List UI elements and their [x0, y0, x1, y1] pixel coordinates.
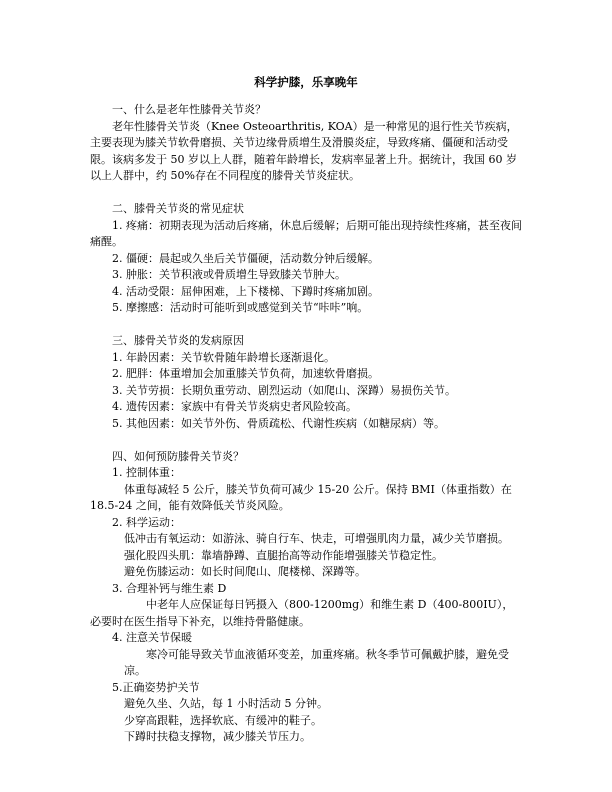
prevention-2-aerobic: 低冲击有氧运动：如游泳、骑自行车、快走，可增强肌肉力量，减少关节磨损。: [124, 532, 509, 545]
cause-item-1: 1. 年龄因素：关节软骨随年龄增长逐渐退化。: [112, 350, 335, 364]
section-1-heading: 一、什么是老年性膝骨关节炎？: [112, 103, 266, 116]
section-1-paragraph: 老年性膝骨关节炎（Knee Osteoarthritis, KOA）是一种常见的退行性关节疾病，主要表现为膝关节软骨磨损、关节边缘骨质增生及滑膜炎症，导致疼痛、僵硬和活动受限。该病多发于 50 岁以上人群，随着年龄增长，发病率显著上升。据统计，我国 60 岁以上人群中，约 50%存在不同程度的膝骨关节炎症状。: [90, 119, 518, 182]
prevention-3-body: 中老年人应保证每日钙摄入（800-1200mg）和维生素 D（400-800IU），必要时在医生指导下补充，以维持骨骼健康。: [90, 598, 514, 628]
prevention-2-avoid: 避免伤膝运动：如长时间爬山、爬楼梯、深蹲等。: [124, 565, 366, 578]
symptom-item-4: 4. 活动受限：屈伸困难，上下楼梯、下蹲时疼痛加剧。: [112, 284, 379, 298]
document-body: [90, 102, 522, 746]
prevention-4-title: 4. 注意关节保暖: [112, 631, 192, 644]
symptom-item-1: 1. 疼痛：初期表现为活动后疼痛，休息后缓解；后期可能出现持续性疼痛，甚至夜间痛醒。: [90, 218, 522, 248]
cause-item-3: 3. 关节劳损：长期负重劳动、剧烈运动（如爬山、深蹲）易损伤关节。: [112, 383, 456, 397]
cause-item-2: 2. 肥胖：体重增加会加重膝关节负荷，加速软骨磨损。: [112, 367, 379, 380]
prevention-5-shoes: 少穿高跟鞋，选择软底、有缓冲的鞋子。: [124, 713, 322, 727]
cause-item-5: 5. 其他因素：如关节外伤、骨质疏松、代谢性疾病（如糖尿病）等。: [112, 416, 445, 430]
symptom-item-2: 2. 僵硬：晨起或久坐后关节僵硬，活动数分钟后缓解。: [112, 251, 379, 265]
prevention-4-body: 寒冷可能导致关节血液循环变差，加重疼痛。秋冬季节可佩戴护膝，避免受凉。: [124, 647, 509, 677]
prevention-5-sitting: 避免久坐、久站，每 1 小时活动 5 分钟。: [124, 697, 328, 710]
section-2-heading: 二、膝骨关节炎的常见症状: [112, 202, 244, 215]
prevention-3-title: 3. 合理补钙与维生素 D: [112, 581, 227, 595]
prevention-1-title: 1. 控制体重：: [112, 466, 181, 479]
prevention-5-title: 5.正确姿势护关节: [112, 680, 200, 694]
prevention-2-quadriceps: 强化股四头肌：靠墙静蹲、直腿抬高等动作能增强膝关节稳定性。: [124, 548, 443, 562]
prevention-1-body: 体重每减轻 5 公斤，膝关节负荷可减少 15-20 公斤。保持 BMI（体重指数）在 18.5-24 之间，能有效降低关节炎风险。: [90, 482, 512, 512]
document-title: 科学护膝，乐享晚年: [254, 75, 358, 89]
section-4-heading: 四、如何预防膝骨关节炎？: [112, 449, 244, 463]
prevention-5-squat: 下蹲时扶稳支撑物，减少膝关节压力。: [124, 730, 311, 743]
section-3-heading: 三、膝骨关节炎的发病原因: [112, 334, 244, 347]
prevention-2-title: 2. 科学运动：: [112, 515, 181, 529]
symptom-item-5: 5. 摩擦感：活动时可能听到或感觉到关节“咔咔”响。: [112, 301, 369, 314]
cause-item-4: 4. 遗传因素：家族中有骨关节炎病史者风险较高。: [112, 400, 357, 413]
symptom-item-3: 3. 肿胀：关节积液或骨质增生导致膝关节肿大。: [112, 268, 346, 281]
